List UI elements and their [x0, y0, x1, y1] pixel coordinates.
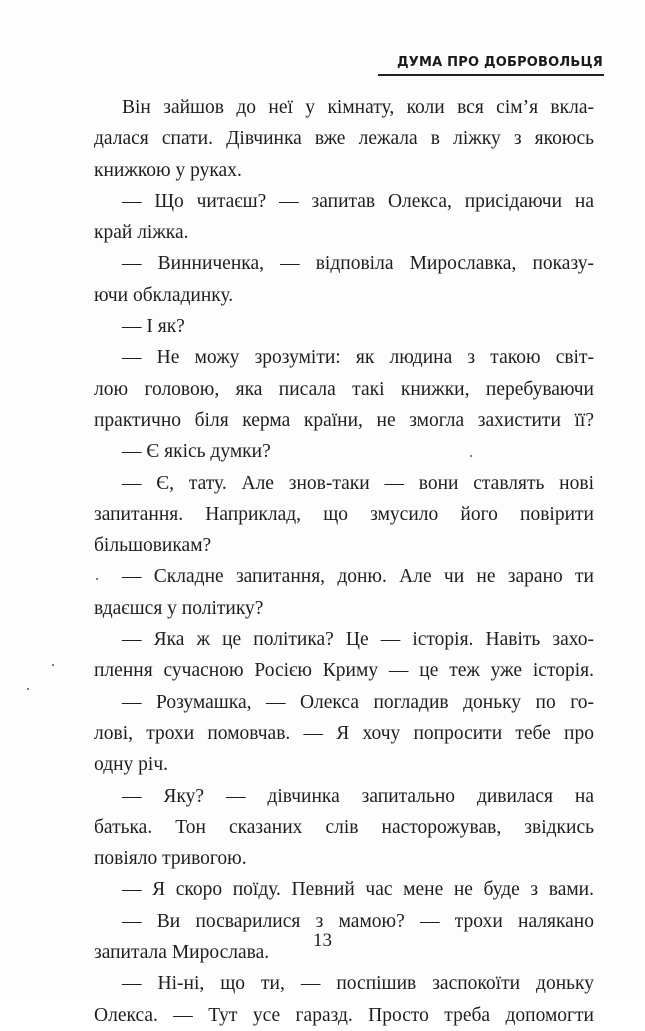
text-line: — Ви посварилися з мамою? — трохи налякано [122, 910, 594, 932]
text-line: книжкою у руках. [94, 159, 242, 181]
text-line: повіяло тривогою. [94, 848, 247, 870]
print-speck [96, 578, 98, 580]
text-line: лові, трохи помовчав. — Я хочу попросити тебе про [94, 722, 594, 744]
text-line: — Винниченка, — відповіла Мирославка, показу- [122, 253, 594, 275]
text-line: Олекса. — Тут усе гаразд. Просто треба допомогти [94, 1004, 594, 1026]
text-line: — Розумашка, — Олекса погладив доньку по го- [122, 691, 594, 713]
text-line: практично біля керма країни, не змогла захистити її? [94, 409, 594, 431]
text-line: далася спати. Дівчинка вже лежала в ліжку з якоюсь [94, 128, 594, 150]
text-line: — Я скоро поїду. Певний час мене не буде з вами. [122, 879, 594, 901]
text-line: більшовикам? [94, 535, 212, 557]
text-line: Він зайшов до неї у кімнату, коли вся сім’я вкла- [122, 97, 594, 118]
text-line: вдаєшся у політику? [94, 597, 264, 619]
text-line: плення сучасною Росією Криму — це теж уже історія. [94, 660, 594, 682]
text-line: — І як? [122, 316, 185, 338]
text-line: запитання. Наприклад, що змусило його повірити [94, 503, 594, 525]
text-line: — Є, тату. Але знов-таки — вони ставлять нові [122, 472, 594, 494]
text-line: — Яку? — дівчинка запитально дивилася на [122, 785, 594, 807]
text-line: — Не можу зрозуміти: як людина з такою світ- [122, 347, 594, 369]
print-speck [27, 688, 29, 690]
print-speck [52, 664, 54, 666]
text-line: — Є якісь думки? [122, 441, 271, 463]
print-speck [470, 455, 472, 457]
text-line: — Яка ж це політика? Це — історія. Навіть захо- [122, 629, 594, 651]
text-line: одну річ. [94, 754, 169, 776]
page-number: 13 [313, 930, 332, 951]
text-line: батька. Тон сказаних слів насторожував, звідкись [94, 816, 594, 838]
text-line: — Складне запитання, доню. Але чи не зарано ти [122, 566, 594, 588]
body-text [94, 92, 594, 1031]
text-line: — Ні-ні, що ти, — поспішив заспокоїти доньку [122, 973, 594, 995]
text-line: — Що читаєш? — запитав Олекса, присідаючи на [122, 190, 594, 212]
text-line: лою головою, яка писала такі книжки, перебуваючи [94, 378, 594, 400]
running-head-rule [378, 74, 604, 76]
running-head: ДУМА ПРО ДОБРОВОЛЬЦЯ [397, 55, 603, 70]
text-line: край ліжка. [94, 222, 189, 244]
text-line: запитала Мирослава. [94, 942, 270, 964]
text-line: ючи обкладинку. [94, 284, 234, 306]
